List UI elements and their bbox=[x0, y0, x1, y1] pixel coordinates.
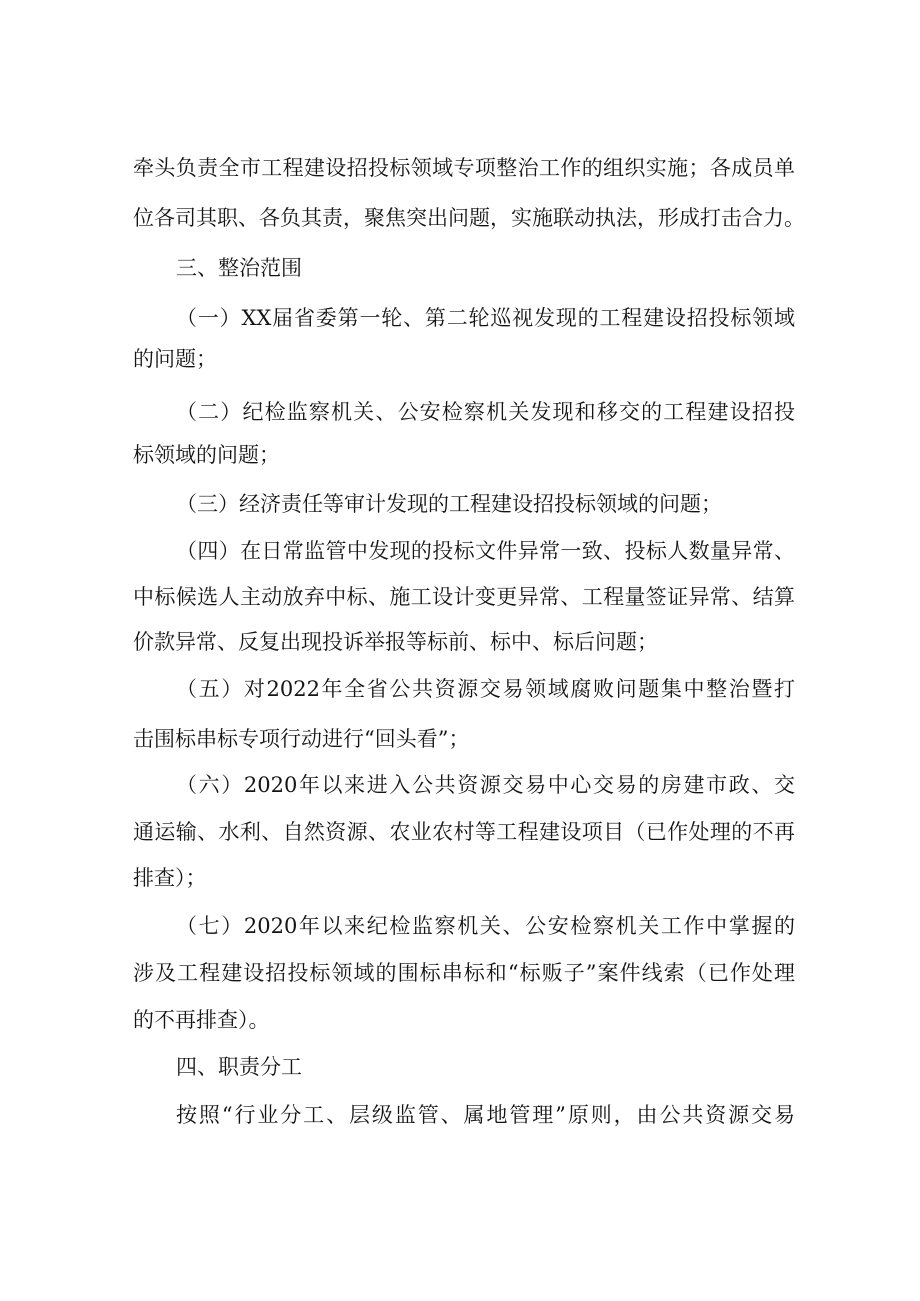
section-heading: 四、职责分工 bbox=[176, 1055, 302, 1079]
body-text-line: 牵头负责全市工程建设招投标领域专项整治工作的组织实施；各成员单 bbox=[133, 156, 795, 180]
list-item-line: 涉及工程建设招投标领域的围标串标和“标贩子”案件线索（已作处理 bbox=[133, 961, 795, 985]
section-heading: 三、整治范围 bbox=[176, 256, 302, 280]
list-item-line: （五）对2022年全省公共资源交易领域腐败问题集中整治暨打 bbox=[176, 677, 795, 701]
list-item-line: 的不再排查）。 bbox=[133, 1008, 270, 1032]
list-item-line: （一）XX届省委第一轮、第二轮巡视发现的工程建设招投标领域 bbox=[176, 306, 795, 330]
body-text-line: 按照“行业分工、层级监管、属地管理”原则，由公共资源交易 bbox=[176, 1103, 795, 1127]
list-item-line: （三）经济责任等审计发现的工程建设招投标领域的问题； bbox=[176, 492, 722, 516]
list-item-line: （六）2020年以来进入公共资源交易中心交易的房建市政、交 bbox=[176, 773, 795, 797]
list-item-line: 的问题； bbox=[133, 347, 217, 371]
list-item-line: （七）2020年以来纪检监察机关、公安检察机关工作中掌握的 bbox=[176, 914, 795, 938]
list-item-line: 排查）； bbox=[133, 866, 207, 890]
list-item-line: 通运输、水利、自然资源、农业农村等工程建设项目（已作处理的不再 bbox=[133, 820, 795, 844]
body-text-line: 位各司其职、各负其责，聚焦突出问题，实施联动执法，形成打击合力。 bbox=[133, 206, 805, 230]
list-item-line: 中标候选人主动放弃中标、施工设计变更异常、工程量签证异常、结算 bbox=[133, 585, 795, 609]
list-item-line: （二）纪检监察机关、公安检察机关发现和移交的工程建设招投 bbox=[176, 400, 795, 424]
list-item-line: 标领域的问题； bbox=[133, 443, 280, 467]
list-item-line: 价款异常、反复出现投诉举报等标前、标中、标后问题； bbox=[133, 630, 658, 654]
list-item-line: 击围标串标专项行动进行“回头看”； bbox=[133, 727, 470, 751]
list-item-line: （四）在日常监管中发现的投标文件异常一致、投标人数量异常、 bbox=[176, 539, 795, 563]
